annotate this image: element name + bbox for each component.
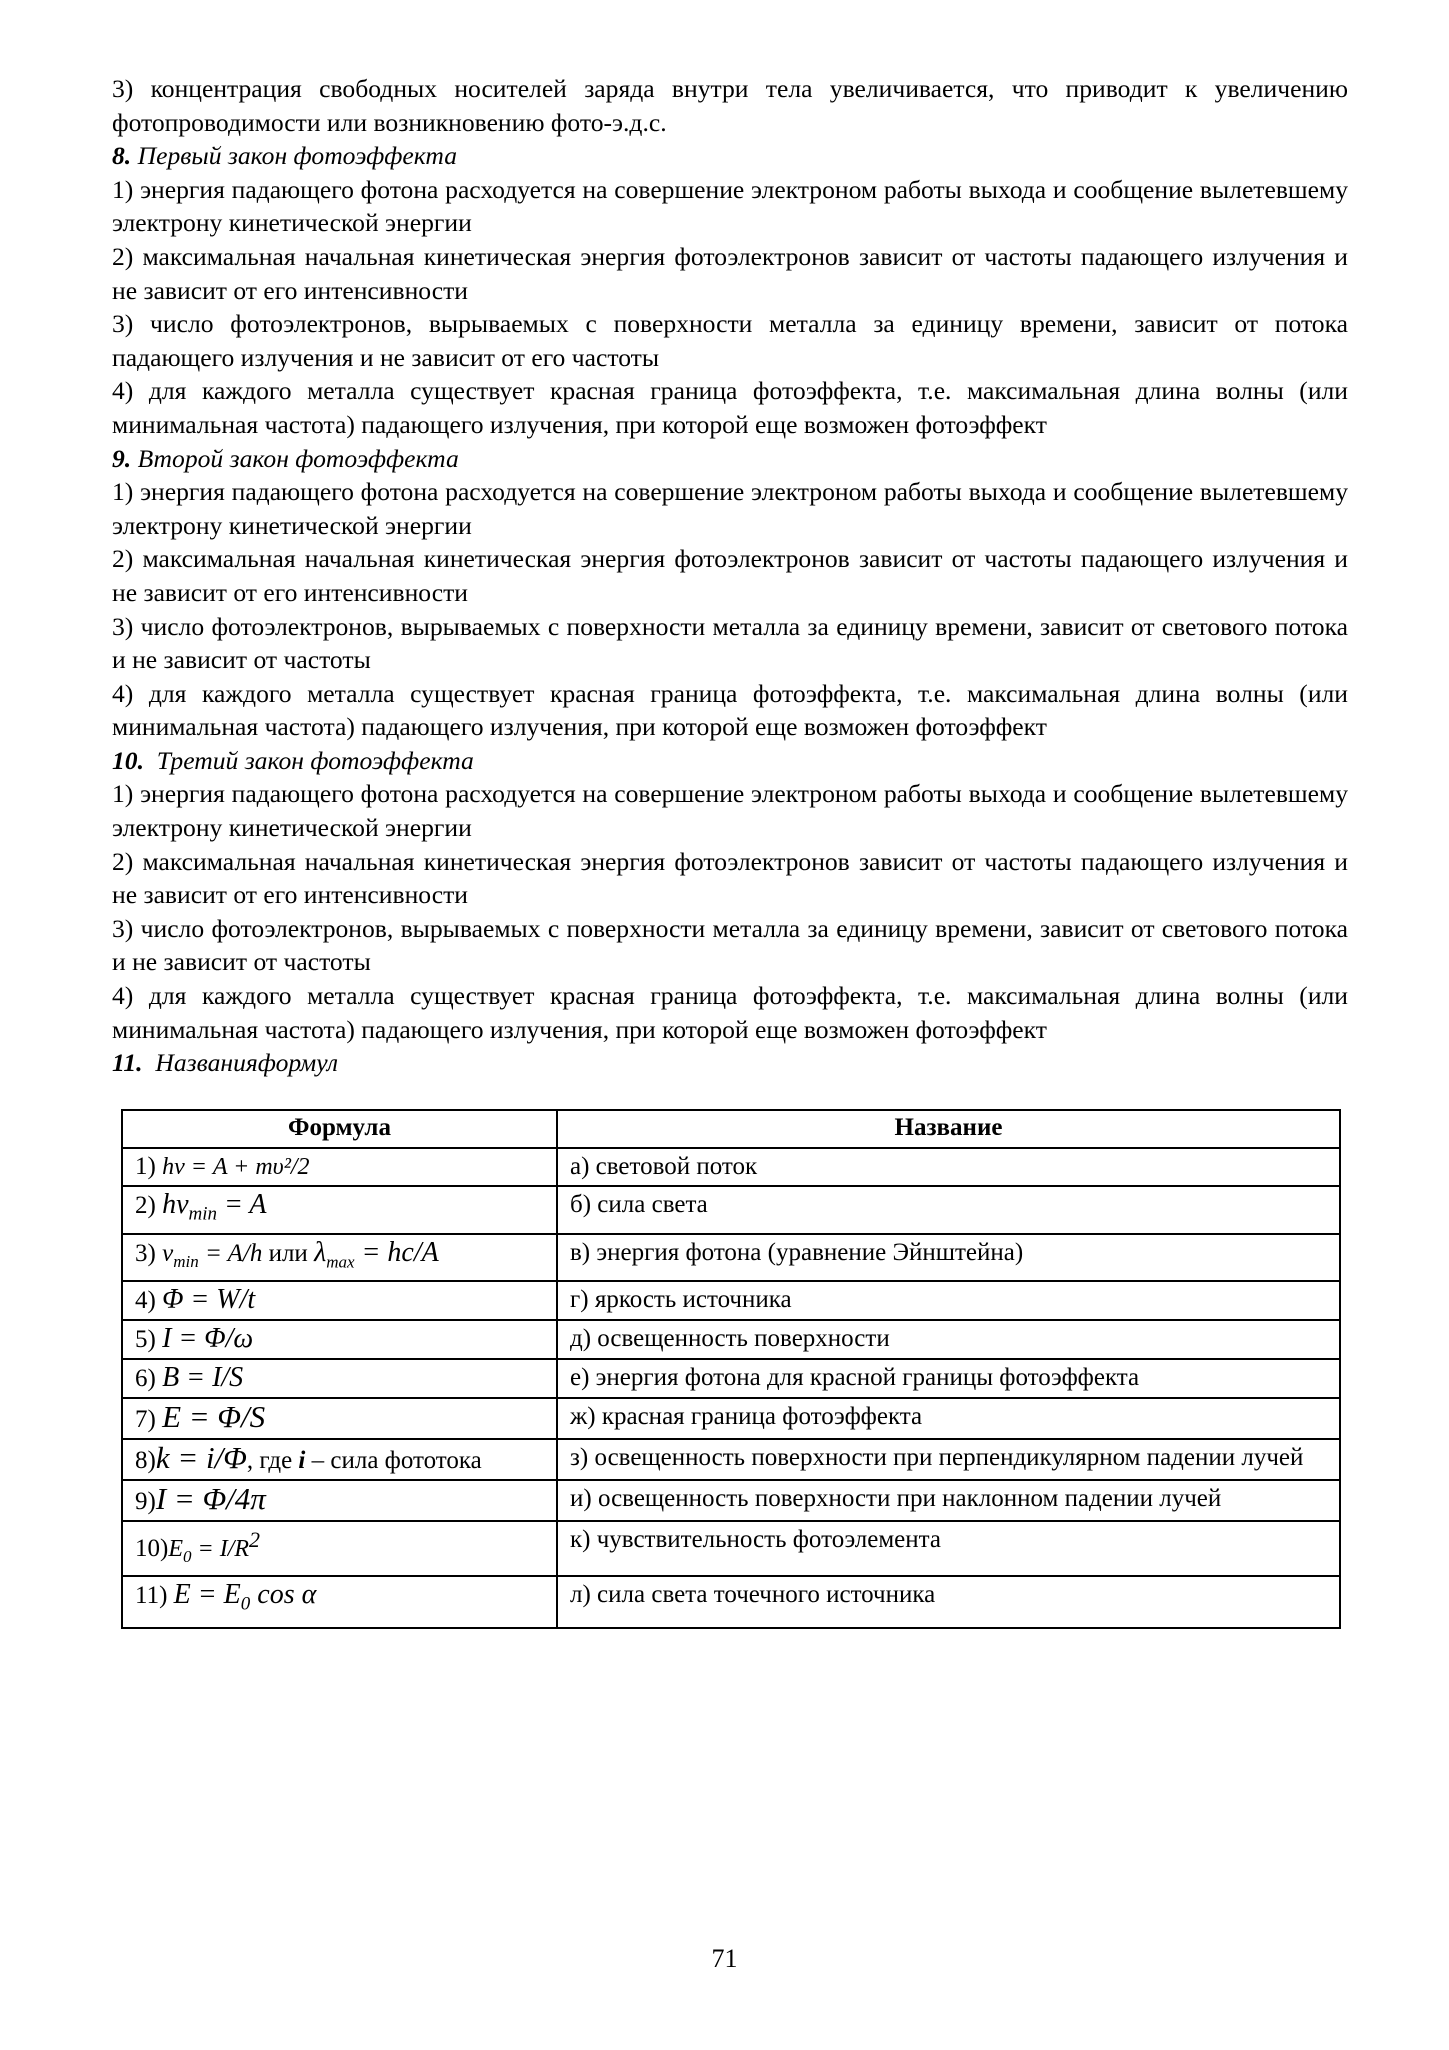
question-title: Третий закон фотоэффекта — [156, 745, 474, 775]
option-item: 1) энергия падающего фотона расходуется на совершение электроном работы выхода и сообщение вылетевшему электрону кинетической энергии — [112, 779, 1348, 843]
question-number: 10. — [112, 745, 144, 775]
intro-paragraph: 3) концентрация свободных носителей заряда внутри тела увеличивается, что приводит к увеличению фотопроводимости или возникновению фото-э.д.с. — [112, 74, 1348, 137]
option-item: 1) энергия падающего фотона расходуется на совершение электроном работы выхода и сообщение вылетевшему электрону кинетической энергии — [112, 477, 1348, 540]
table-row — [122, 1480, 1340, 1521]
table-header-row — [122, 1110, 1340, 1148]
table-row — [122, 1148, 1340, 1186]
formula-expression: k = i/Φ — [155, 1440, 247, 1476]
formula-expression: $E_0 = I/R^2$ — [168, 1527, 261, 1566]
formula-cell — [122, 1320, 557, 1359]
formula-cell — [122, 1281, 557, 1320]
formula-cell — [122, 1521, 557, 1576]
name-cell: к) чувствительность фотоэлемента — [557, 1521, 1340, 1576]
formula-number: 11) — [135, 1581, 168, 1609]
formula-expression: hν = A + mυ²/2 — [162, 1154, 310, 1180]
question-title: Второй закон фотоэффекта — [137, 443, 459, 473]
formula-expression: I = Φ/4π — [155, 1481, 266, 1517]
name-cell: и) освещенность поверхности при наклонном падении лучей — [557, 1480, 1340, 1521]
question-9-heading — [112, 442, 1348, 476]
question-number: 11. — [112, 1048, 143, 1078]
name-cell: д) освещенность поверхности — [557, 1320, 1340, 1359]
formula-cell — [122, 1398, 557, 1439]
formula-expression: $E = E_0$ cos α — [173, 1578, 317, 1615]
question-11-heading — [112, 1046, 1348, 1080]
formula-number: 6) — [135, 1365, 156, 1393]
question-title: Названияформул — [155, 1048, 339, 1078]
option-item: 3) число фотоэлектронов, вырываемых с поверхности металла за единицу времени, зависит от потока падающего излучения и не зависит от его частоты — [112, 309, 1348, 372]
or-word: или — [268, 1239, 308, 1267]
formula-expression: $\nu_{min} = A/h$ — [162, 1239, 263, 1271]
formula-number: 7) — [135, 1406, 156, 1434]
option-item: 2) максимальная начальная кинетическая энергия фотоэлектронов зависит от частоты падающего излучения и не зависит от его интенсивности — [112, 846, 1348, 910]
option-item: 4) для каждого металла существует красная граница фотоэффекта, т.е. максимальная длина волны (или минимальная частота) падающего излучения, при которой еще возможен фотоэффект — [112, 678, 1348, 742]
table-row — [122, 1186, 1340, 1234]
formula-cell — [122, 1359, 557, 1398]
option-item: 4) для каждого металла существует красная граница фотоэффекта, т.е. максимальная длина волны (или минимальная частота) падающего излучения, при которой еще возможен фотоэффект — [112, 981, 1348, 1044]
formula-number: 10) — [135, 1535, 169, 1563]
table-row — [122, 1234, 1340, 1282]
formula-cell — [122, 1148, 557, 1186]
table-row — [122, 1281, 1340, 1320]
name-cell: з) освещенность поверхности при перпендикулярном падении лучей — [557, 1439, 1340, 1480]
document-body — [112, 72, 1348, 1080]
formula-number: 8) — [135, 1447, 156, 1475]
question-number: 9. — [112, 443, 132, 473]
formula-expression: Φ = W/t — [162, 1284, 256, 1316]
formula-number: 4) — [135, 1287, 156, 1315]
formula-cell — [122, 1186, 557, 1234]
formula-number: 1) — [135, 1153, 156, 1180]
formula-note: – сила фототока — [305, 1447, 482, 1475]
formula-cell — [122, 1576, 557, 1628]
name-cell: а) световой поток — [557, 1148, 1340, 1186]
table-row — [122, 1576, 1340, 1628]
question-number: 8. — [112, 141, 132, 171]
formula-number: 9) — [135, 1488, 156, 1516]
formula-expression: E = Φ/S — [162, 1399, 266, 1435]
formula-number: 5) — [135, 1326, 156, 1354]
option-item: 2) максимальная начальная кинетическая энергия фотоэлектронов зависит от частоты падающего излучения и не зависит от его интенсивности — [112, 241, 1348, 305]
formula-expression: B = I/S — [162, 1362, 244, 1394]
option-item: 2) максимальная начальная кинетическая энергия фотоэлектронов зависит от частоты падающего излучения и не зависит от его интенсивности — [112, 544, 1348, 607]
formula-note: , где — [246, 1447, 299, 1475]
name-cell: в) энергия фотона (уравнение Эйнштейна) — [557, 1234, 1340, 1282]
name-cell: г) яркость источника — [557, 1281, 1340, 1320]
table-row — [122, 1359, 1340, 1398]
name-cell: б) сила света — [557, 1186, 1340, 1234]
formula-cell — [122, 1480, 557, 1521]
option-item: 4) для каждого металла существует красная граница фотоэффекта, т.е. максимальная длина волны (или минимальная частота) падающего излучения, при которой еще возможен фотоэффект — [112, 376, 1348, 439]
formula-cell — [122, 1234, 557, 1282]
option-item: 3) число фотоэлектронов, вырываемых с поверхности металла за единицу времени, зависит от светового потока и не зависит от частоты — [112, 913, 1348, 977]
formula-cell — [122, 1439, 557, 1480]
column-header-formula: Формула — [122, 1110, 557, 1148]
table-row — [122, 1398, 1340, 1439]
name-cell: ж) красная граница фотоэффекта — [557, 1398, 1340, 1439]
table-row — [122, 1439, 1340, 1480]
page-number: 71 — [711, 1944, 738, 1973]
formula-note-variable: i — [298, 1447, 306, 1475]
question-10-heading — [112, 744, 1348, 778]
question-title: Первый закон фотоэффекта — [137, 141, 458, 171]
formula-expression: $h\nu_{min} = A$ — [162, 1189, 267, 1225]
name-cell: е) энергия фотона для красной границы фотоэффекта — [557, 1359, 1340, 1398]
table-row — [122, 1521, 1340, 1576]
formula-table — [121, 1109, 1341, 1629]
formula-expression: I = Φ/ω — [162, 1323, 254, 1355]
formula-number: 2) — [135, 1192, 156, 1219]
name-cell: л) сила света точечного источника — [557, 1576, 1340, 1628]
table-row — [122, 1320, 1340, 1359]
option-item: 1) энергия падающего фотона расходуется на совершение электроном работы выхода и сообщение вылетевшему электрону кинетической энергии — [112, 174, 1348, 238]
question-8-heading — [112, 139, 1348, 173]
option-item: 3) число фотоэлектронов, вырываемых с поверхности металла за единицу времени, зависит от светового потока и не зависит от частоты — [112, 611, 1348, 675]
formula-number: 3) — [135, 1239, 156, 1267]
formula-expression-alt: $\lambda_{max} = hc/A$ — [314, 1236, 439, 1272]
column-header-name: Название — [557, 1110, 1340, 1148]
